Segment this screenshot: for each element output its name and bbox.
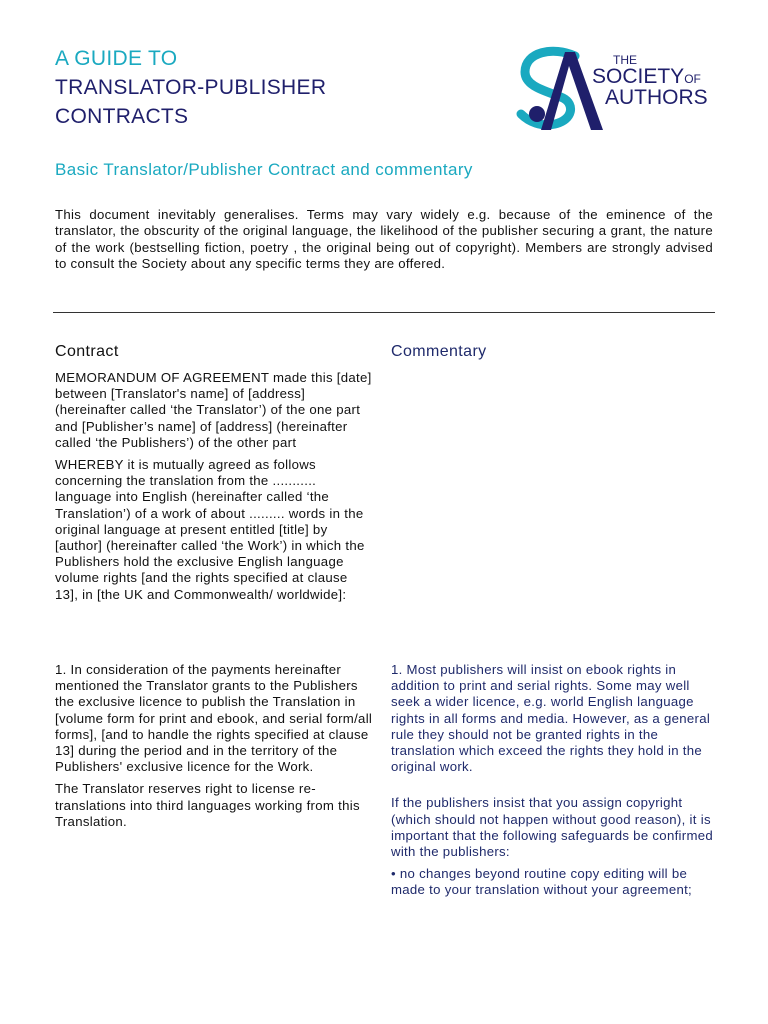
title-line-2: TRANSLATOR-PUBLISHER xyxy=(55,76,327,99)
document-title xyxy=(55,44,326,131)
contract-heading: Contract xyxy=(55,343,119,360)
contract-preamble xyxy=(55,370,373,609)
commentary-clause-1 xyxy=(391,662,721,905)
logo-wordmark xyxy=(590,54,708,108)
whereby-paragraph: WHEREBY it is mutually agreed as follows concerning the translation from the ........... language into English (hereinafter called ‘the Translation’) of a work of about ......... words in the original language at present entitled [title] by [author] (hereinafter called ‘the Work’) in which the Publishers hold the exclusive English language volume rights [and the rights specified at clause 13], in [the UK and Commonwealth/ worldwide]: xyxy=(55,457,365,602)
logo-the: THE xyxy=(613,53,637,67)
logo-society: SOCIETYOF xyxy=(592,65,701,88)
contract-clause-1 xyxy=(55,662,373,836)
title-line-3: CONTRACTS xyxy=(55,105,189,128)
clause-1-paragraph: 1. In consideration of the payments hereinafter mentioned the Translator grants to the Publishers the exclusive licence to publish the Translation in [volume form for print and ebook, and serial form/all forms], [and to handle the rights specified at clause 13] during the period and in the territory of the Publishers' exclusive licence for the Work. xyxy=(55,662,373,775)
commentary-copyright-paragraph: If the publishers insist that you assign copyright (which should not happen without good reason), it is important that the following safeguards be confirmed with the publishers: xyxy=(391,795,714,860)
commentary-1-paragraph: 1. Most publishers will insist on ebook rights in addition to print and serial rights. Some may well seek a wider licence, e.g. world English language rights in all forms and media. However, as a general rule they should not be granted rights in the translation which exceed the rights they hold in the original work. xyxy=(391,662,711,775)
document-subtitle: Basic Translator/Publisher Contract and commentary xyxy=(55,160,473,179)
section-divider xyxy=(53,312,715,313)
clause-1-reservation: The Translator reserves right to license re-translations into third languages working from this Translation. xyxy=(55,781,360,829)
logo-authors: AUTHORS xyxy=(605,86,708,109)
memorandum-paragraph: MEMORANDUM OF AGREEMENT made this [date] between [Translator's name] of [address] (hereinafter called ‘the Translator’) of the one part and [Publisher’s name] of [address] (hereinafter called ‘the Publishers’) of the other part xyxy=(55,370,372,450)
commentary-safeguard-item: • no changes beyond routine copy editing will be made to your translation without your agreement; xyxy=(391,866,693,898)
title-line-1: A GUIDE TO xyxy=(55,47,178,70)
commentary-heading: Commentary xyxy=(391,343,487,360)
intro-paragraph: This document inevitably generalises. Terms may vary widely e.g. because of the eminence of the translator, the obscurity of the original language, the likelihood of the publisher securing a grant, the nature of the work (bestselling fiction, poetry , the original being out of copyright). Members are strongly advised to consult the Society about any specific terms they are offered. xyxy=(55,207,713,271)
logo-of: OF xyxy=(684,72,701,86)
